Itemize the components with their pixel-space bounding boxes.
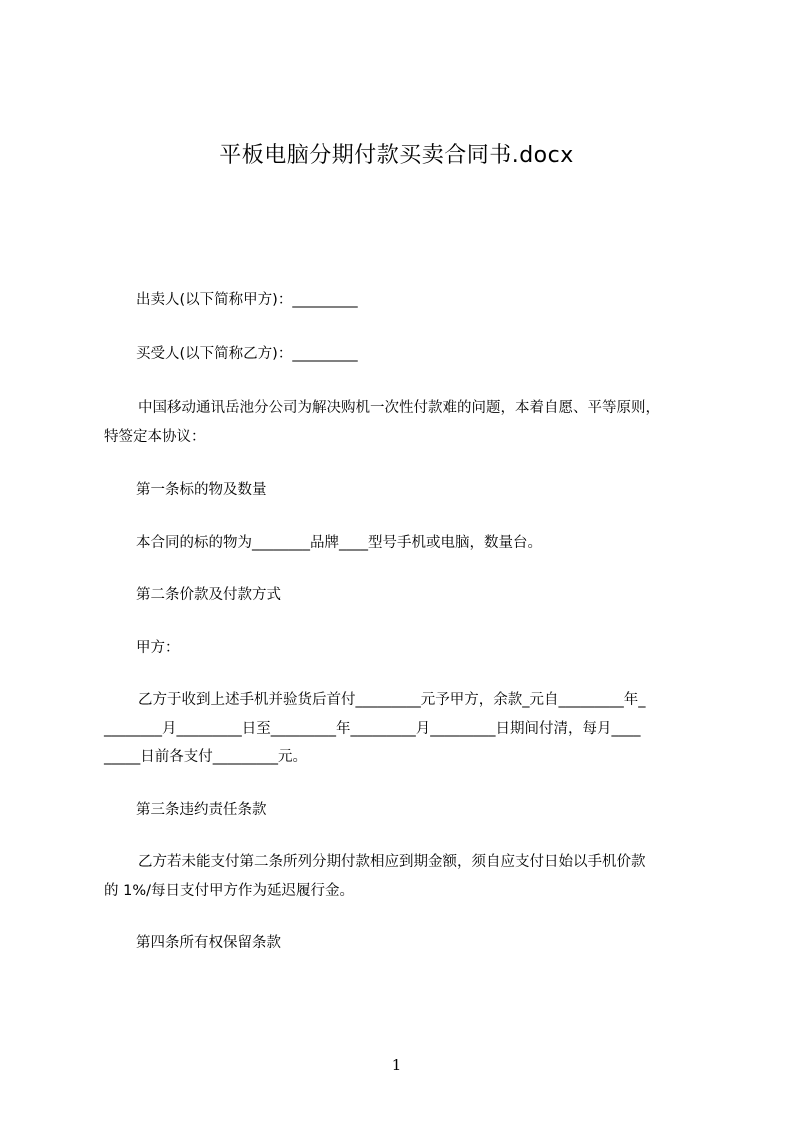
buyer-line: 买受人(以下简称乙方)：_________ xyxy=(136,346,358,362)
page-number: 1 xyxy=(391,1056,402,1074)
article4-heading: 第四条所有权保留条款 xyxy=(136,935,281,951)
article2-heading: 第二条价款及付款方式 xyxy=(136,587,281,603)
article1-heading: 第一条标的物及数量 xyxy=(136,482,267,498)
seller-line: 出卖人(以下简称甲方)：_________ xyxy=(136,292,358,308)
article2-party: 甲方： xyxy=(136,640,180,656)
article3-heading: 第三条违约责任条款 xyxy=(136,802,267,818)
article2-body-line-2: ________月_________日至_________年_________月_________日期间付清，每月____ xyxy=(104,721,641,737)
article3-body-line-2: 的 1%/每日支付甲方作为延迟履行金。 xyxy=(104,883,354,899)
article2-body-line-1: 乙方于收到上述手机并验货后首付_________元予甲方，余款_元自_________年_ xyxy=(138,692,646,708)
article3-body-line-1: 乙方若未能支付第二条所列分期付款相应到期金额，须自应支付日始以手机价款 xyxy=(138,854,646,870)
intro-line-1: 中国移动通讯岳池分公司为解决购机一次性付款难的问题，本着自愿、平等原则， xyxy=(138,400,660,416)
article2-body-line-3: _____日前各支付_________元。 xyxy=(104,749,307,765)
intro-line-2: 特签定本协议： xyxy=(104,429,206,445)
article1-body: 本合同的标的物为________品牌____型号手机或电脑，数量台。 xyxy=(136,535,542,551)
document-title: 平板电脑分期付款买卖合同书.docx xyxy=(219,143,574,168)
